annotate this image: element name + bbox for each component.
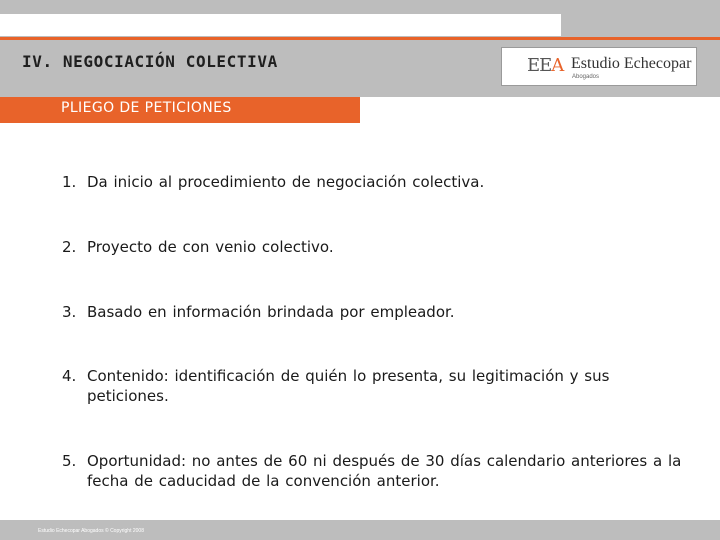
list-item-number: 1. xyxy=(62,173,77,191)
logo-name: Estudio Echecopar xyxy=(571,55,692,72)
list-item-text: Basado en información brindada por empleador. xyxy=(87,303,455,321)
logo-subtitle: Abogados xyxy=(572,74,600,80)
list-item xyxy=(62,366,682,406)
top-white-bar xyxy=(0,14,561,36)
list-item-text: Proyecto de con venio colectivo. xyxy=(87,238,334,256)
list-item xyxy=(62,302,682,322)
list-item-number: 2. xyxy=(62,238,77,256)
company-logo xyxy=(501,47,697,86)
list-item-number: 4. xyxy=(62,367,77,385)
footer-copyright: Estudio Echecopar Abogados © Copyright 2008 xyxy=(38,528,144,534)
list-item-number: 3. xyxy=(62,303,77,321)
list-item xyxy=(62,237,682,257)
logo-mark-icon: EEA xyxy=(527,55,564,76)
list-item xyxy=(62,172,682,192)
list-item-text: Da inicio al procedimiento de negociación colectiva. xyxy=(87,173,485,191)
list-item-text: Contenido: identificación de quién lo presenta, su legitimación y sus peticiones. xyxy=(87,367,610,405)
list-item-text: Oportunidad: no antes de 60 ni después de 30 días calendario anteriores a la fecha de caducidad de la convención anterior. xyxy=(87,452,682,490)
numbered-list xyxy=(62,172,682,491)
section-title: IV. NEGOCIACIÓN COLECTIVA xyxy=(22,52,278,71)
slide-subtitle: PLIEGO DE PETICIONES xyxy=(61,100,232,116)
list-item xyxy=(62,451,682,491)
list-item-number: 5. xyxy=(62,452,77,470)
